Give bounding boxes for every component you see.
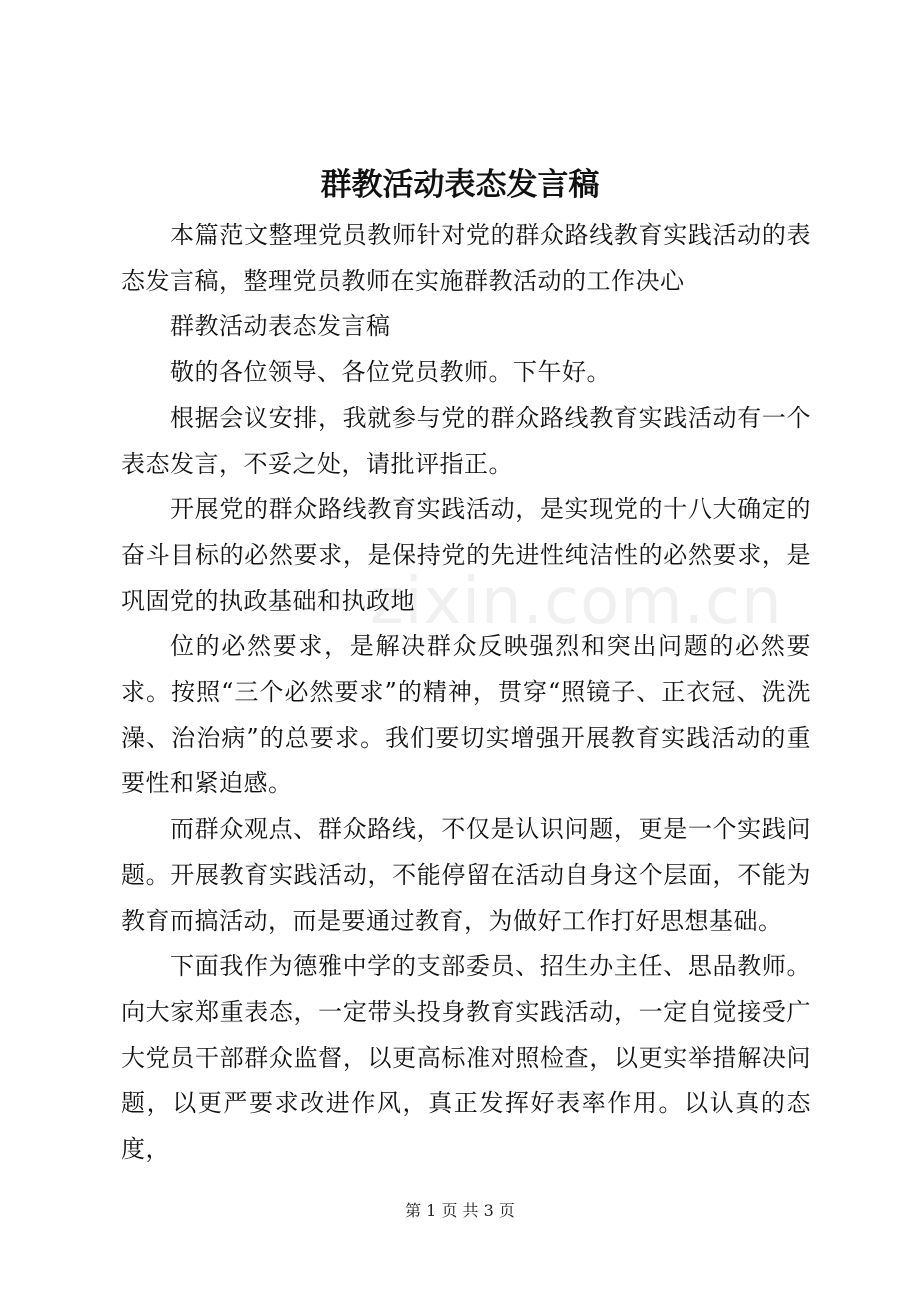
page-footer: 第 1 页 共 3 页	[405, 1201, 515, 1220]
watermark: zixin.com.cn	[370, 565, 783, 639]
paragraph-subtitle: 群教活动表态发言稿	[170, 312, 391, 341]
document-title: 群教活动表态发言稿	[320, 167, 600, 203]
paragraph-opening: 根据会议安排，我就参与党的群众路线教育实践活动有一个表态发言，不妥之处，请批评指正。	[121, 403, 811, 478]
paragraph-significance: 开展党的群众路线教育实践活动，是实现党的十八大确定的奋斗目标的必然要求，是保持党的先进性纯洁性的必然要求，是巩固党的执政基础和执政地	[121, 495, 811, 615]
paragraph-requirements: 位的必然要求，是解决群众反映强烈和突出问题的必然要求。按照“三个必然要求”的精神，贯穿“照镜子、正衣冠、洗洗澡、治治病”的总要求。我们要切实增强开展教育实践活动的重要性和紧迫感。	[121, 632, 811, 798]
paragraph-practice: 而群众观点、群众路线，不仅是认识问题，更是一个实践问题。开展教育实践活动，不能停留在活动自身这个层面，不能为教育而搞活动，而是要通过教育，为做好工作打好思想基础。	[121, 815, 811, 935]
document-body	[121, 213, 811, 1173]
paragraph-greeting: 敬的各位领导、各位党员教师。下午好。	[170, 358, 611, 387]
paragraph-commitment: 下面我作为德雅中学的支部委员、招生办主任、思品教师。向大家郑重表态，一定带头投身教育实践活动，一定自觉接受广大党员干部群众监督，以更高标准对照检查，以更实举措解决问题，以更严要求改进作风，真正发挥好表率作用。以认真的态度，	[121, 952, 811, 1164]
paragraph-intro: 本篇范文整理党员教师针对党的群众路线教育实践活动的表态发言稿，整理党员教师在实施群教活动的工作决心	[121, 221, 811, 295]
